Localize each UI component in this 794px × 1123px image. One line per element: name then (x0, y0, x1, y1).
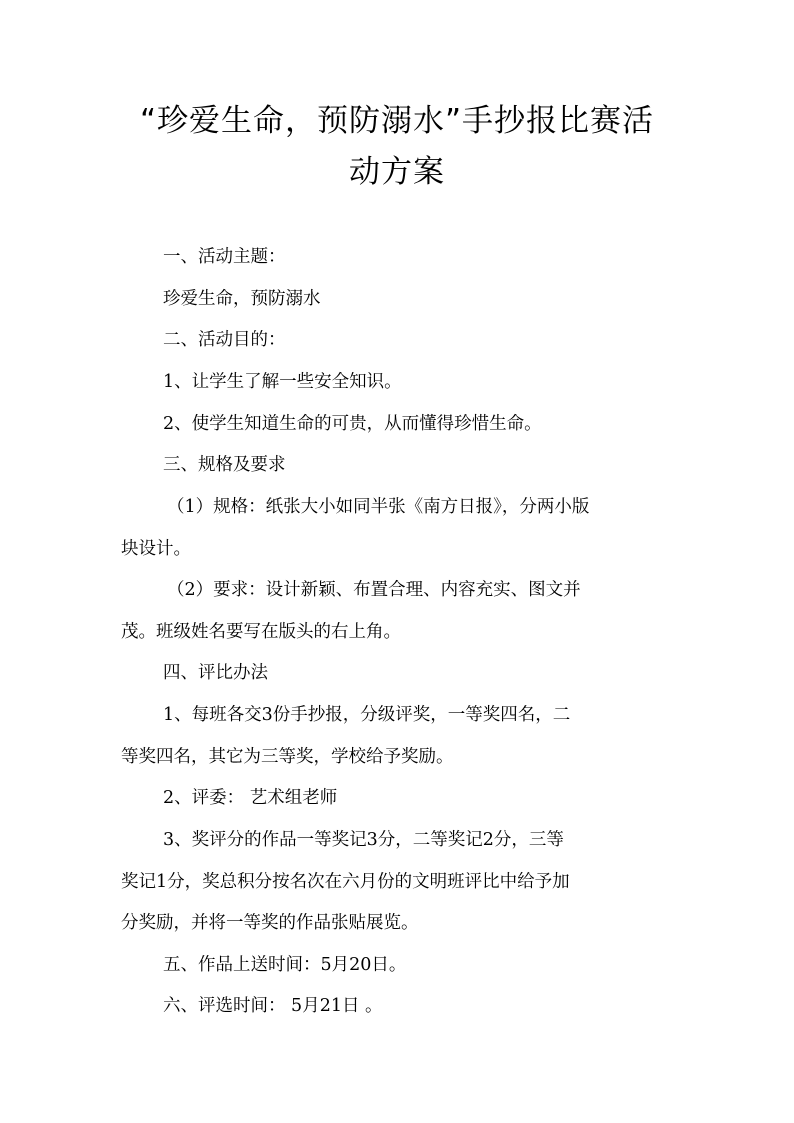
title-line-1: “珍爱生命，预防溺水”手抄报比赛活 (139, 103, 655, 139)
eval-item-3-line-1: 3、奖评分的作品一等奖记3分，二等奖记2分，三等 (163, 830, 564, 850)
goal-item-1: 1、让学生了解一些安全知识。 (163, 372, 402, 392)
theme-heading: 一、活动主题： (163, 247, 286, 267)
spec-item-2-line-1: （2）要求：设计新颖、布置合理、内容充实、图文并 (167, 580, 581, 600)
eval-item-3-line-2: 奖记1分，奖总积分按名次在六月份的文明班评比中给予加 (121, 872, 570, 892)
spec-item-2-line-2: 茂。班级姓名要写在版头的右上角。 (121, 622, 401, 642)
title-line-2: 动方案 (349, 154, 445, 190)
document-title (100, 96, 694, 198)
goal-heading: 二、活动目的： (163, 330, 286, 350)
eval-item-1-line-1: 1、每班各交3份手抄报，分级评奖，一等奖四名，二 (163, 705, 571, 725)
eval-item-3-line-3: 分奖励，并将一等奖的作品张贴展览。 (121, 913, 419, 933)
spec-item-1-line-1: （1）规格：纸张大小如同半张《南方日报》，分两小版 (167, 497, 590, 517)
eval-item-2: 2、评委： 艺术组老师 (163, 788, 338, 808)
select-time: 六、评选时间： 5月21日 。 (163, 996, 383, 1016)
goal-item-2: 2、使学生知道生命的可贵，从而懂得珍惜生命。 (163, 414, 542, 434)
eval-item-1-line-2: 等奖四名，其它为三等奖，学校给予奖励。 (121, 747, 454, 767)
eval-heading: 四、评比办法 (163, 663, 268, 683)
submit-time: 五、作品上送时间：5月20日。 (163, 955, 407, 975)
theme-text: 珍爱生命，预防溺水 (163, 289, 321, 309)
spec-heading: 三、规格及要求 (163, 455, 286, 475)
spec-item-1-line-2: 块设计。 (121, 539, 191, 559)
